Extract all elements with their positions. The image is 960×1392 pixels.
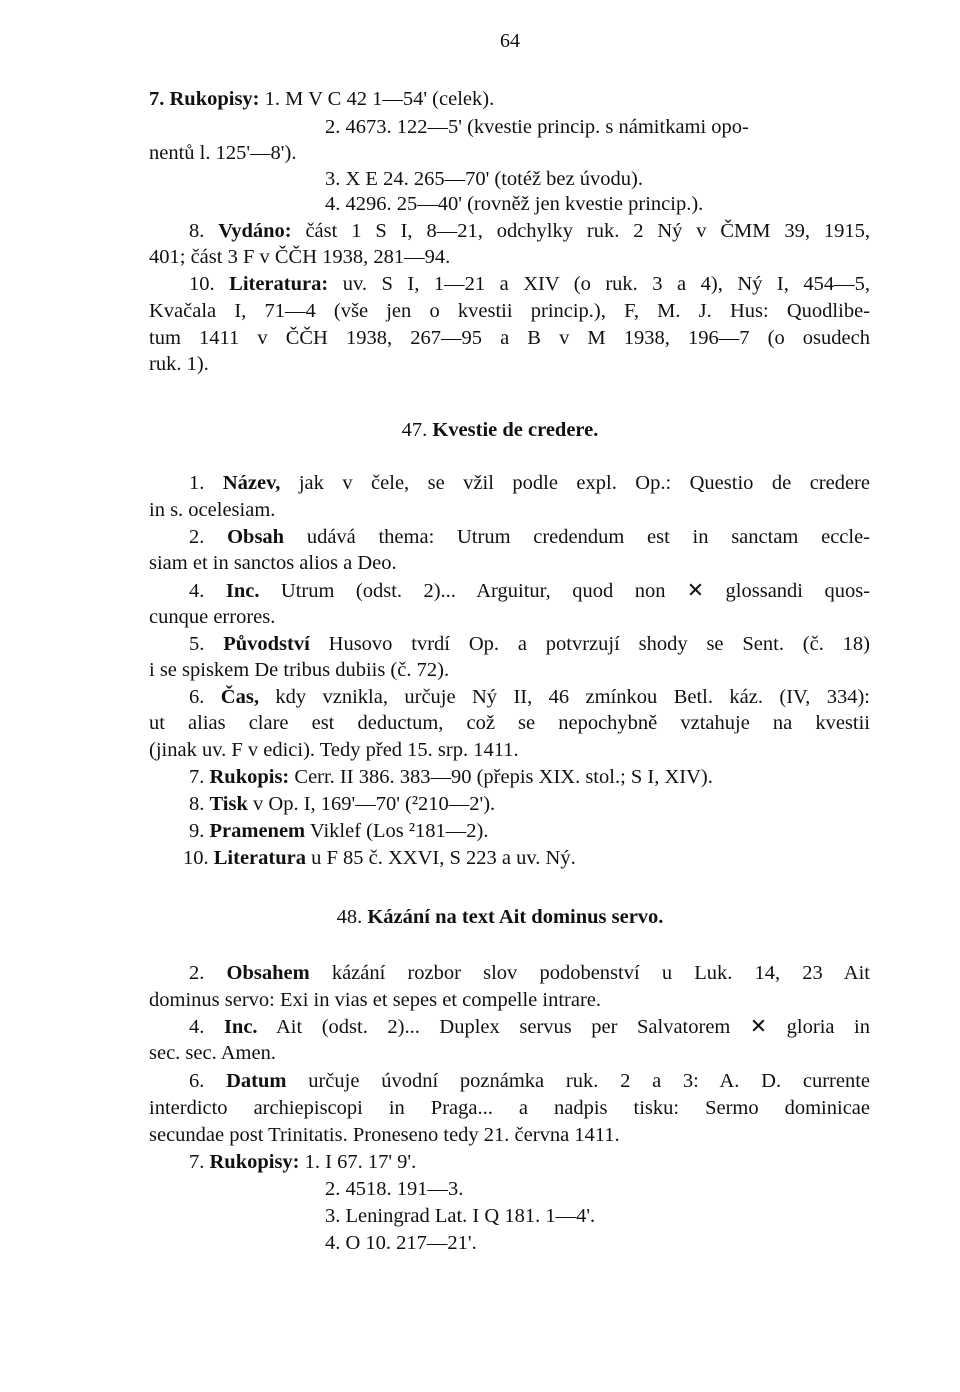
bold-label: Literatura: (229, 273, 329, 295)
text-line (189, 1149, 416, 1175)
bold-label: Inc. (223, 1016, 258, 1038)
text-line (149, 1040, 276, 1066)
text-run: ruk. 1). (149, 353, 209, 375)
text-line (149, 244, 450, 270)
text-run: 6. (189, 1070, 227, 1092)
text-line (149, 550, 397, 576)
text-line (189, 684, 870, 710)
bold-label: Původství (223, 633, 310, 655)
text-run: kázání rozbor slov podobenství u Luk. 14, 23 Ait (309, 962, 870, 984)
text-run: 1. I 67. 17' 9'. (299, 1151, 417, 1173)
text-line (189, 764, 713, 790)
text-line (189, 960, 870, 986)
text-line (189, 631, 870, 657)
bold-label: Rukopis: (209, 766, 290, 788)
text-line (189, 1068, 870, 1094)
text-line (149, 351, 209, 377)
text-line (149, 604, 275, 630)
text-line (149, 710, 870, 736)
bold-label: Obsahem (226, 962, 310, 984)
bold-label: Kvestie de credere. (432, 419, 599, 441)
text-run: 47. (401, 419, 433, 441)
text-line (189, 218, 870, 244)
bold-label: Tisk (209, 793, 248, 815)
text-line (189, 271, 870, 297)
bold-label: Pramenem (209, 820, 306, 842)
section-heading-47 (0, 417, 960, 443)
text-run: 1. (189, 472, 223, 494)
bold-label: Rukopisy: (209, 1151, 300, 1173)
text-line (149, 987, 601, 1013)
text-run: i se spiskem De tribus dubiis (č. 72). (149, 659, 450, 681)
text-run: in s. ocelesiam. (149, 499, 276, 521)
text-run: Utrum (odst. 2)... Arguitur, quod non ✕ glossandi quos- (259, 580, 871, 602)
text-run: 4. 4296. 25—40' (rovněž jen kvestie princip.). (325, 193, 704, 215)
text-run: 8. (189, 793, 210, 815)
text-run: 4. (189, 580, 226, 602)
text-run: Kvačala I, 71—4 (vše jen o kvestii princip.), F, M. J. Hus: Quodlibe- (149, 300, 870, 322)
text-run: cunque errores. (149, 606, 276, 628)
text-run: dominus servo: Exi in vias et sepes et compelle intrare. (149, 989, 602, 1011)
text-run: interdicto archiepiscopi in Praga... a nadpis tisku: Sermo dominicae (149, 1097, 870, 1119)
bold-label: Inc. (225, 580, 260, 602)
text-line (189, 470, 870, 496)
text-run: sec. sec. Amen. (149, 1042, 276, 1064)
text-run: tum 1411 v ČČH 1938, 267—95 a B v M 1938, 196—7 (o osudech (149, 327, 870, 349)
text-line (325, 1176, 463, 1202)
text-run: uv. S I, 1—21 a XIV (o ruk. 3 a 4), Ný I, 454—5, (328, 273, 871, 295)
bold-label: Kázání na text Ait dominus servo. (367, 906, 664, 928)
text-run: 3. Leningrad Lat. I Q 181. 1—4'. (325, 1205, 596, 1227)
text-run: secundae post Trinitatis. Proneseno tedy 21. června 1411. (149, 1124, 620, 1146)
text-run: 4. O 10. 217—21'. (325, 1232, 477, 1254)
text-line (189, 1014, 870, 1040)
bold-label: Vydáno: (218, 220, 292, 242)
text-line (183, 845, 576, 871)
text-line (149, 497, 275, 523)
text-run: Husovo tvrdí Op. a potvrzují shody se Sent. (č. 18) (309, 633, 870, 655)
text-run: 10. (189, 273, 230, 295)
text-run: 3. X E 24. 265—70' (totéž bez úvodu). (325, 168, 643, 190)
text-run: v Op. I, 169'—70' (²210—2'). (247, 793, 496, 815)
text-run: 5. (189, 633, 224, 655)
text-run: 4. (189, 1016, 224, 1038)
text-run: 8. (189, 220, 219, 242)
text-run: siam et in sanctos alios a Deo. (149, 552, 397, 574)
text-run: jak v čele, se vžil podle expl. Op.: Questio de credere (280, 472, 870, 494)
text-run: 2. (189, 526, 228, 548)
text-line (189, 791, 495, 817)
text-run: ut alias clare est deductum, což se nepochybně vztahuje na kvestii (149, 712, 870, 734)
page-number: 64 (500, 30, 520, 52)
bold-label: Název, (222, 472, 281, 494)
section-heading-48 (0, 904, 960, 930)
bold-label: Obsah (227, 526, 285, 548)
text-line (149, 140, 296, 166)
text-run: 48. (336, 906, 368, 928)
bold-label: 7. Rukopisy: (149, 88, 260, 110)
text-line (189, 578, 870, 604)
text-run: Cerr. II 386. 383—90 (přepis XIX. stol.; S I, XIV). (289, 766, 713, 788)
text-line (149, 298, 870, 324)
text-line (325, 114, 749, 140)
text-line (325, 191, 703, 217)
text-run: 2. 4518. 191—3. (325, 1178, 464, 1200)
text-run: Viklef (Los ²181—2). (305, 820, 489, 842)
text-run: určuje úvodní poznámka ruk. 2 a 3: A. D. currente (286, 1070, 870, 1092)
text-run: kdy vznikla, určuje Ný II, 46 zmínkou Betl. káz. (IV, 334): (258, 686, 870, 708)
text-line (149, 1122, 620, 1148)
text-run: (jinak uv. F v edici). Tedy před 15. srp. 1411. (149, 739, 519, 761)
text-run: 1. M V C 42 1—54' (celek). (259, 88, 495, 110)
text-run: Ait (odst. 2)... Duplex servus per Salvatorem ✕ gloria in (257, 1016, 870, 1038)
text-line (189, 524, 870, 550)
text-run: 401; část 3 F v ČČH 1938, 281—94. (149, 246, 451, 268)
text-line (325, 1230, 477, 1256)
text-run: část 1 S I, 8—21, odchylky ruk. 2 Ný v ČMM 39, 1915, (291, 220, 871, 242)
bold-label: Čas, (220, 686, 259, 708)
text-run: 7. (189, 766, 210, 788)
text-line (325, 166, 643, 192)
text-line (149, 1095, 870, 1121)
bold-label: Literatura (213, 847, 306, 869)
text-run: 6. (189, 686, 221, 708)
bold-label: Datum (226, 1070, 287, 1092)
text-run: nentů l. 125'—8'). (149, 142, 297, 164)
text-line (149, 325, 870, 351)
text-run: 2. (189, 962, 227, 984)
text-run: 10. (183, 847, 214, 869)
text-line (149, 737, 519, 763)
text-run: 7. (189, 1151, 210, 1173)
text-run: 9. (189, 820, 210, 842)
text-line (325, 1203, 595, 1229)
text-run: u F 85 č. XXVI, S 223 a uv. Ný. (305, 847, 576, 869)
text-line (149, 657, 449, 683)
text-line (149, 86, 494, 112)
text-run: 2. 4673. 122—5' (kvestie princip. s námitkami opo- (325, 116, 749, 138)
text-run: udává thema: Utrum credendum est in sanctam eccle- (284, 526, 871, 548)
text-line (189, 818, 488, 844)
